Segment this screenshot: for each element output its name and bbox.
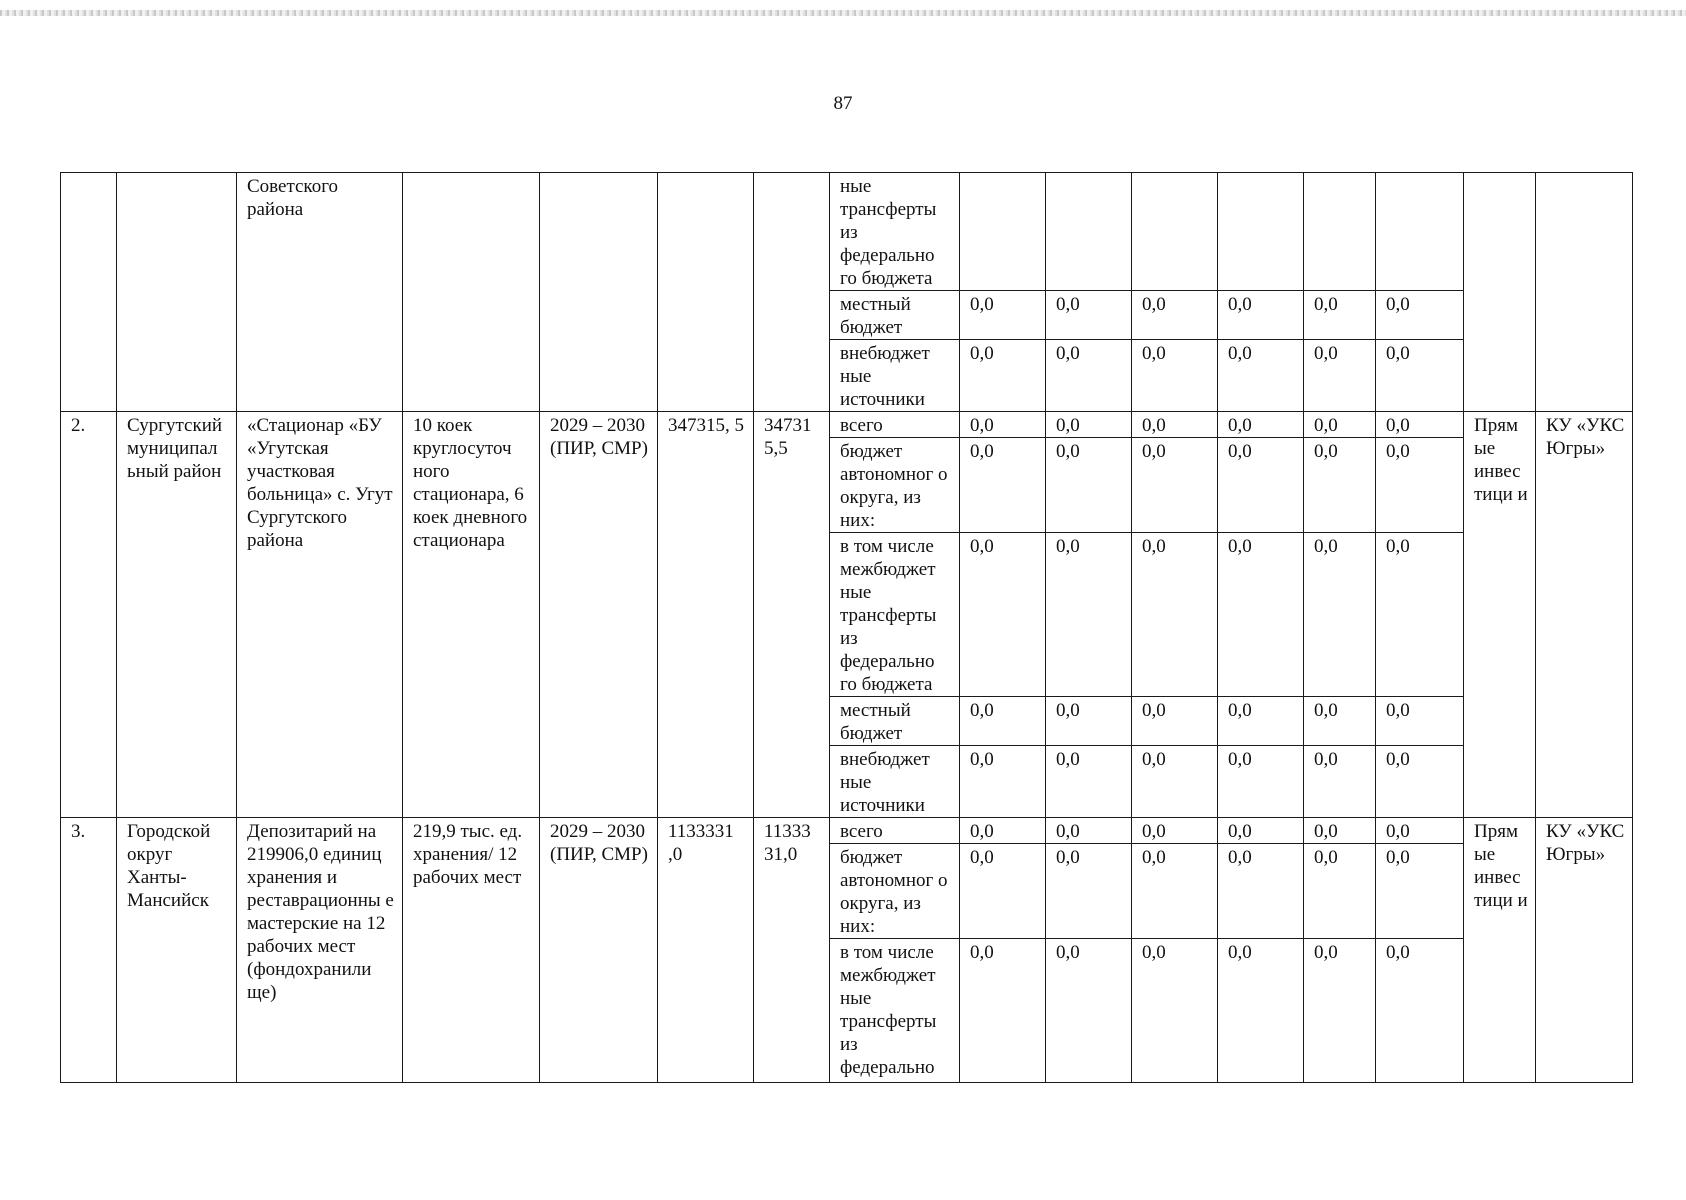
cell-value: 0,0 — [960, 746, 1046, 818]
cell-value: 0,0 — [1046, 697, 1132, 746]
cell-value: 0,0 — [1218, 844, 1304, 939]
cell-value — [1376, 173, 1464, 291]
cell-value: 0,0 — [1218, 412, 1304, 438]
cell-value: 0,0 — [1132, 939, 1218, 1083]
cell-source: внебюджет ные источники — [830, 340, 960, 412]
cell-value: 0,0 — [1304, 697, 1376, 746]
cell-value: 0,0 — [1046, 412, 1132, 438]
cell-value: 0,0 — [1304, 291, 1376, 340]
cell-value: 0,0 — [1046, 746, 1132, 818]
cell-num: 3. — [61, 818, 117, 1083]
cell-value: 0,0 — [1132, 438, 1218, 533]
cell-source: в том числе межбюджет ные трансферты из федерально — [830, 939, 960, 1083]
cell-value: 0,0 — [1132, 818, 1218, 844]
table-row — [61, 412, 1633, 438]
cell-value: 0,0 — [1218, 533, 1304, 697]
cell-cost: 347315, 5 — [658, 412, 754, 818]
table-row — [61, 818, 1633, 844]
cell-value: 0,0 — [1376, 340, 1464, 412]
cell-value: 0,0 — [1376, 697, 1464, 746]
cell-period: 2029 – 2030 (ПИР, СМР) — [540, 412, 658, 818]
cell-object: Депозитарий на 219906,0 единиц хранения и реставрационны е мастерские на 12 рабочих мест (фондохранили ще) — [237, 818, 403, 1083]
cell-cost: 1133331 ,0 — [658, 818, 754, 1083]
cell-value: 0,0 — [1376, 533, 1464, 697]
cell-customer — [1536, 173, 1633, 412]
cell-source: бюджет автономног о округа, из них: — [830, 438, 960, 533]
cell-source: ные трансферты из федерально го бюджета — [830, 173, 960, 291]
cell-value: 0,0 — [1304, 818, 1376, 844]
cell-value: 0,0 — [1218, 818, 1304, 844]
cell-value: 0,0 — [1376, 844, 1464, 939]
cell-remaining: 34731 5,5 — [754, 412, 830, 818]
cell-value: 0,0 — [1132, 697, 1218, 746]
cell-source: в том числе межбюджет ные трансферты из федерально го бюджета — [830, 533, 960, 697]
cell-value: 0,0 — [1304, 844, 1376, 939]
cell-mechanism — [1464, 173, 1536, 412]
cell-value: 0,0 — [1218, 340, 1304, 412]
cell-period — [540, 173, 658, 412]
cell-value: 0,0 — [1304, 533, 1376, 697]
cell-value: 0,0 — [1218, 746, 1304, 818]
budget-table — [60, 172, 1633, 1083]
cell-value: 0,0 — [1132, 340, 1218, 412]
cell-value: 0,0 — [1218, 697, 1304, 746]
cell-value: 0,0 — [1132, 291, 1218, 340]
cell-value: 0,0 — [1218, 939, 1304, 1083]
cell-value: 0,0 — [1046, 533, 1132, 697]
cell-num — [61, 173, 117, 412]
cell-source: местный бюджет — [830, 291, 960, 340]
cell-value: 0,0 — [1376, 412, 1464, 438]
cell-value — [1046, 173, 1132, 291]
cell-customer: КУ «УКС Югры» — [1536, 818, 1633, 1083]
cell-value: 0,0 — [960, 697, 1046, 746]
cell-value — [960, 173, 1046, 291]
cell-mechanism: Прям ые инвес тици и — [1464, 818, 1536, 1083]
cell-municipality: Сургутский муниципал ьный район — [117, 412, 237, 818]
cell-value: 0,0 — [1046, 291, 1132, 340]
cell-municipality: Городской округ Ханты- Мансийск — [117, 818, 237, 1083]
cell-mechanism: Прям ые инвес тици и — [1464, 412, 1536, 818]
cell-value: 0,0 — [1218, 438, 1304, 533]
cell-value: 0,0 — [1304, 412, 1376, 438]
cell-remaining — [754, 173, 830, 412]
page-number: 87 — [833, 93, 853, 114]
cell-value: 0,0 — [1304, 438, 1376, 533]
cell-value: 0,0 — [1132, 412, 1218, 438]
cell-value — [1132, 173, 1218, 291]
cell-municipality — [117, 173, 237, 412]
cell-value: 0,0 — [1132, 533, 1218, 697]
cell-value: 0,0 — [1046, 438, 1132, 533]
cell-value: 0,0 — [1046, 844, 1132, 939]
cell-period: 2029 – 2030 (ПИР, СМР) — [540, 818, 658, 1083]
cell-value: 0,0 — [1304, 746, 1376, 818]
cell-source: всего — [830, 818, 960, 844]
cell-value: 0,0 — [1304, 340, 1376, 412]
cell-object: Советского района — [237, 173, 403, 412]
cell-remaining: 11333 31,0 — [754, 818, 830, 1083]
cell-source: местный бюджет — [830, 697, 960, 746]
cell-value: 0,0 — [960, 340, 1046, 412]
scan-edge — [0, 10, 1686, 16]
cell-cost — [658, 173, 754, 412]
cell-value: 0,0 — [1376, 746, 1464, 818]
cell-value: 0,0 — [1218, 291, 1304, 340]
cell-value: 0,0 — [960, 939, 1046, 1083]
cell-capacity — [403, 173, 540, 412]
cell-value: 0,0 — [960, 818, 1046, 844]
cell-source: внебюджет ные источники — [830, 746, 960, 818]
cell-value: 0,0 — [1376, 291, 1464, 340]
table-row — [61, 173, 1633, 291]
cell-source: бюджет автономног о округа, из них: — [830, 844, 960, 939]
cell-capacity: 219,9 тыс. ед. хранения/ 12 рабочих мест — [403, 818, 540, 1083]
cell-value — [1304, 173, 1376, 291]
cell-value: 0,0 — [1046, 939, 1132, 1083]
cell-value: 0,0 — [960, 844, 1046, 939]
cell-value: 0,0 — [960, 412, 1046, 438]
cell-value: 0,0 — [960, 438, 1046, 533]
cell-value: 0,0 — [1132, 844, 1218, 939]
cell-value: 0,0 — [1376, 939, 1464, 1083]
cell-num: 2. — [61, 412, 117, 818]
cell-value: 0,0 — [1304, 939, 1376, 1083]
cell-value — [1218, 173, 1304, 291]
cell-value: 0,0 — [1046, 818, 1132, 844]
cell-value: 0,0 — [1132, 746, 1218, 818]
cell-value: 0,0 — [1376, 818, 1464, 844]
cell-source: всего — [830, 412, 960, 438]
cell-value: 0,0 — [960, 533, 1046, 697]
cell-value: 0,0 — [1376, 438, 1464, 533]
cell-capacity: 10 коек круглосуточ ного стационара, 6 коек дневного стационара — [403, 412, 540, 818]
cell-value: 0,0 — [960, 291, 1046, 340]
cell-object: «Стационар «БУ «Угутская участковая больница» с. Угут Сургутского района — [237, 412, 403, 818]
cell-value: 0,0 — [1046, 340, 1132, 412]
cell-customer: КУ «УКС Югры» — [1536, 412, 1633, 818]
